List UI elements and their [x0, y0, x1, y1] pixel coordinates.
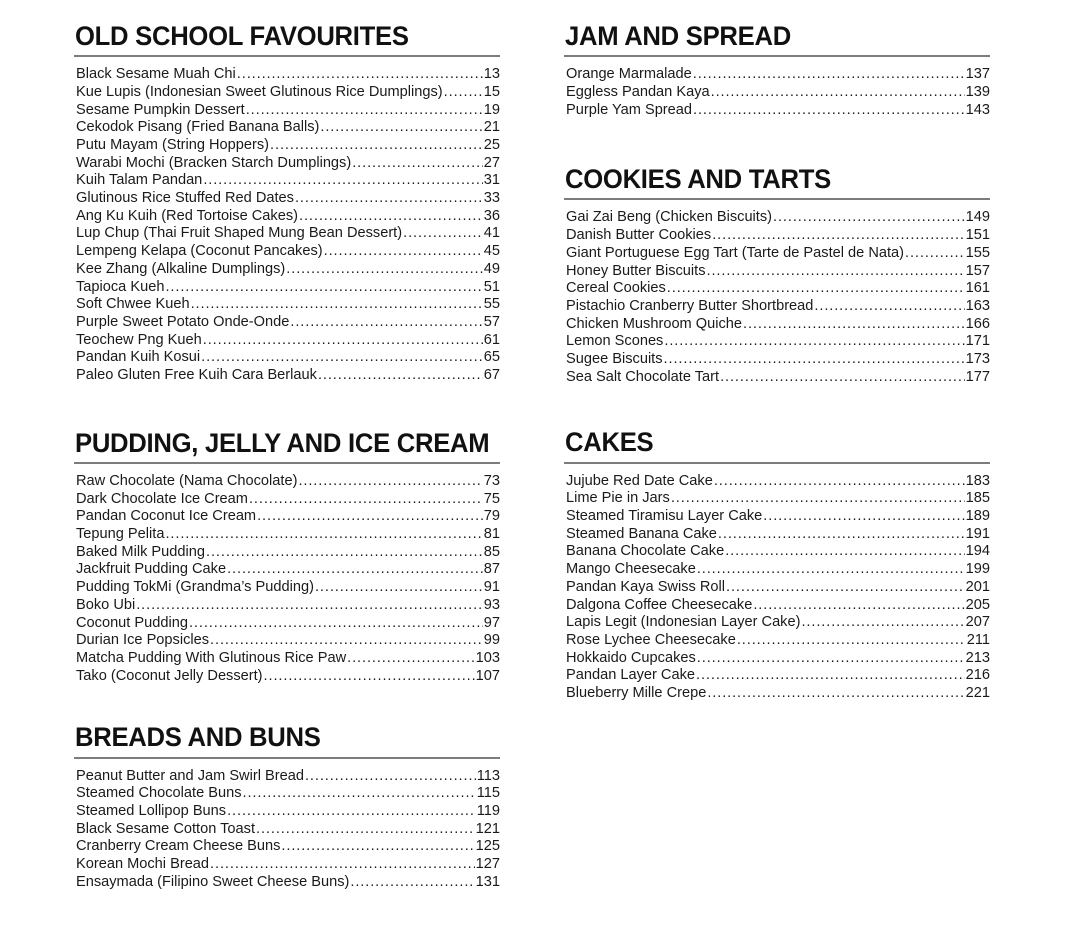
toc-entry-title: Lempeng Kelapa (Coconut Pancakes) — [76, 243, 323, 260]
toc-entry-page-number: 41 — [483, 225, 500, 242]
toc-entry[interactable] — [566, 543, 990, 561]
toc-entry[interactable] — [566, 579, 990, 597]
toc-entry[interactable] — [76, 668, 500, 686]
toc-leader-dots — [707, 263, 965, 278]
toc-entry[interactable] — [76, 856, 500, 874]
toc-leader-dots — [270, 137, 483, 152]
toc-section — [74, 723, 500, 891]
toc-entry-title: Tako (Coconut Jelly Dessert) — [76, 667, 263, 684]
toc-entry-page-number: 211 — [966, 631, 990, 648]
section-divider — [564, 462, 990, 464]
toc-entry-page-number: 207 — [965, 614, 990, 631]
toc-entry-title: Pistachio Cranberry Butter Shortbread — [566, 297, 814, 314]
toc-entry-page-number: 151 — [965, 227, 990, 244]
toc-entry-page-number: 113 — [476, 767, 500, 784]
toc-entry-title: Tapioca Kueh — [76, 278, 165, 295]
toc-entry-page-number: 25 — [483, 136, 500, 153]
toc-entry[interactable] — [76, 597, 500, 615]
toc-leader-dots — [352, 155, 483, 170]
toc-entry-page-number: 127 — [475, 856, 500, 873]
toc-entry-title: Banana Chocolate Cake — [566, 543, 725, 560]
toc-entry-page-number: 194 — [965, 543, 990, 560]
toc-entry-page-number: 107 — [475, 667, 500, 684]
toc-entry[interactable] — [76, 332, 500, 350]
toc-entry-page-number: 55 — [483, 296, 500, 313]
toc-list — [564, 209, 990, 386]
toc-entry-page-number: 79 — [483, 508, 500, 525]
toc-entry-page-number: 173 — [965, 351, 990, 368]
toc-entry[interactable] — [566, 245, 990, 263]
toc-entry-title: Pandan Layer Cake — [566, 667, 695, 684]
toc-leader-dots — [711, 84, 965, 99]
toc-entry[interactable] — [566, 351, 990, 369]
toc-entry[interactable] — [76, 190, 500, 208]
toc-entry-page-number: 189 — [965, 508, 990, 525]
toc-entry-page-number: 65 — [483, 349, 500, 366]
toc-entry-page-number: 73 — [483, 472, 500, 489]
toc-entry-title: Coconut Pudding — [76, 614, 188, 631]
toc-entry-page-number: 166 — [965, 315, 990, 332]
toc-entry-title: Purple Yam Spread — [566, 101, 693, 118]
toc-entry-page-number: 131 — [475, 873, 500, 890]
toc-entry[interactable] — [76, 544, 500, 562]
toc-entry[interactable] — [76, 172, 500, 190]
toc-leader-dots — [664, 351, 965, 366]
toc-entry-page-number: 61 — [483, 331, 500, 348]
toc-entry-title: Lapis Legit (Indonesian Layer Cake) — [566, 614, 801, 631]
section-heading: OLD SCHOOL FAVOURITES — [75, 21, 409, 51]
toc-entry-title: Boko Ubi — [76, 596, 136, 613]
toc-entry[interactable] — [76, 561, 500, 579]
toc-entry[interactable] — [566, 473, 990, 491]
toc-leader-dots — [697, 650, 965, 665]
toc-entry-page-number: 205 — [965, 596, 990, 613]
toc-entry-page-number: 85 — [483, 543, 500, 560]
toc-entry-page-number: 67 — [483, 367, 500, 384]
toc-leader-dots — [753, 597, 964, 612]
toc-section — [564, 165, 990, 386]
toc-entry-page-number: 13 — [483, 66, 500, 83]
toc-leader-dots — [696, 667, 965, 682]
toc-leader-dots — [720, 369, 965, 384]
toc-entry-title: Putu Mayam (String Hoppers) — [76, 136, 270, 153]
toc-entry-page-number: 177 — [965, 368, 990, 385]
toc-entry-title: Black Sesame Cotton Toast — [76, 820, 256, 837]
toc-entry-title: Raw Chocolate (Nama Chocolate) — [76, 472, 298, 489]
toc-entry[interactable] — [566, 561, 990, 579]
toc-entry-page-number: 143 — [965, 101, 990, 118]
toc-leader-dots — [324, 243, 483, 258]
toc-leader-dots — [718, 526, 965, 541]
toc-leader-dots — [189, 615, 483, 630]
toc-entry-title: Hokkaido Cupcakes — [566, 649, 696, 666]
toc-entry[interactable] — [76, 137, 500, 155]
toc-entry[interactable] — [76, 650, 500, 668]
toc-entry-title: Pandan Coconut Ice Cream — [76, 508, 257, 525]
toc-leader-dots — [693, 102, 965, 117]
toc-entry-page-number: 93 — [483, 596, 500, 613]
toc-entry[interactable] — [76, 102, 500, 120]
toc-entry-title: Blueberry Mille Crepe — [566, 685, 707, 702]
toc-entry[interactable] — [566, 650, 990, 668]
toc-entry-title: Korean Mochi Bread — [76, 856, 210, 873]
toc-entry-title: Paleo Gluten Free Kuih Cara Berlauk — [76, 367, 317, 384]
toc-entry[interactable] — [76, 803, 500, 821]
toc-leader-dots — [165, 279, 482, 294]
toc-entry-title: Gai Zai Beng (Chicken Biscuits) — [566, 209, 773, 226]
toc-entry-title: Steamed Chocolate Buns — [76, 785, 242, 802]
toc-entry-title: Orange Marmalade — [566, 66, 692, 83]
toc-entry[interactable] — [566, 508, 990, 526]
toc-leader-dots — [295, 190, 483, 205]
toc-leader-dots — [264, 668, 475, 683]
toc-section — [564, 428, 990, 702]
toc-list — [74, 473, 500, 685]
toc-leader-dots — [290, 314, 482, 329]
toc-entry-title: Giant Portuguese Egg Tart (Tarte de Pastel de Nata) — [566, 244, 905, 261]
section-heading: PUDDING, JELLY AND ICE CREAM — [75, 427, 490, 458]
toc-entry-title: Kuih Talam Pandan — [76, 172, 203, 189]
toc-entry[interactable] — [76, 84, 500, 102]
toc-leader-dots — [814, 298, 964, 313]
toc-entry-title: Ang Ku Kuih (Red Tortoise Cakes) — [76, 207, 298, 224]
toc-entry-title: Jujube Red Date Cake — [566, 472, 713, 489]
toc-leader-dots — [243, 785, 476, 800]
toc-entry-page-number: 27 — [483, 154, 500, 171]
toc-entry-title: Purple Sweet Potato Onde-Onde — [76, 314, 290, 330]
toc-entry-page-number: 45 — [483, 243, 500, 260]
toc-entry-page-number: 137 — [965, 66, 990, 83]
toc-entry-page-number: 119 — [476, 802, 500, 819]
toc-entry[interactable] — [566, 526, 990, 544]
toc-leader-dots — [801, 614, 964, 629]
toc-entry[interactable] — [76, 579, 500, 597]
toc-leader-dots — [201, 349, 483, 364]
left-column — [74, 22, 500, 951]
toc-entry[interactable] — [566, 614, 990, 632]
section-heading: COOKIES AND TARTS — [565, 164, 831, 195]
toc-leader-dots — [773, 209, 965, 224]
section-spacer — [74, 387, 500, 429]
toc-entry-page-number: 115 — [476, 785, 500, 802]
toc-entry-title: Jackfruit Pudding Cake — [76, 561, 227, 578]
toc-entry-page-number: 183 — [965, 472, 990, 489]
toc-entry[interactable] — [76, 615, 500, 633]
toc-section — [564, 22, 990, 119]
toc-entry-title: Chicken Mushroom Quiche — [566, 315, 743, 332]
toc-entry-page-number: 185 — [965, 490, 990, 507]
toc-entry[interactable] — [76, 349, 500, 367]
section-divider — [564, 55, 990, 57]
toc-entry-page-number: 157 — [965, 262, 990, 279]
toc-entry-title: Matcha Pudding With Glutinous Rice Paw — [76, 650, 347, 666]
toc-entry[interactable] — [76, 367, 500, 385]
toc-entry-page-number: 221 — [965, 685, 990, 702]
toc-leader-dots — [664, 333, 964, 348]
toc-leader-dots — [763, 508, 964, 523]
toc-leader-dots — [256, 821, 475, 836]
toc-entry-title: Cranberry Cream Cheese Buns — [76, 838, 281, 855]
toc-entry-page-number: 171 — [965, 333, 990, 350]
toc-entry-page-number: 121 — [475, 820, 500, 837]
toc-entry[interactable] — [566, 490, 990, 508]
toc-entry-page-number: 103 — [475, 650, 500, 666]
toc-entry[interactable] — [76, 66, 500, 84]
right-column — [564, 22, 990, 951]
toc-entry-title: Glutinous Rice Stuffed Red Dates — [76, 190, 294, 207]
toc-entry[interactable] — [566, 209, 990, 227]
toc-leader-dots — [286, 261, 482, 276]
toc-leader-dots — [350, 874, 474, 889]
toc-entry-page-number: 75 — [483, 490, 500, 507]
toc-entry-title: Honey Butter Biscuits — [566, 262, 706, 279]
section-heading: BREADS AND BUNS — [75, 722, 321, 753]
toc-section — [74, 429, 500, 686]
toc-list — [564, 66, 990, 119]
toc-entry[interactable] — [76, 208, 500, 226]
toc-entry-page-number: 161 — [965, 280, 990, 297]
toc-entry-page-number: 199 — [965, 561, 990, 578]
toc-entry[interactable] — [76, 279, 500, 297]
toc-entry-title: Dalgona Coffee Cheesecake — [566, 596, 753, 613]
toc-entry[interactable] — [76, 261, 500, 279]
toc-entry-page-number: 36 — [483, 207, 500, 224]
toc-leader-dots — [743, 316, 965, 331]
toc-entry-title: Danish Butter Cookies — [566, 227, 712, 244]
section-divider — [564, 198, 990, 200]
toc-entry-page-number: 97 — [483, 614, 500, 631]
toc-entry[interactable] — [566, 685, 990, 703]
toc-leader-dots — [203, 332, 483, 347]
toc-entry-title: Steamed Banana Cake — [566, 525, 717, 542]
toc-entry[interactable] — [76, 314, 500, 332]
toc-entry-title: Steamed Tiramisu Layer Cake — [566, 508, 763, 525]
toc-entry-title: Kee Zhang (Alkaline Dumplings) — [76, 260, 286, 277]
toc-entry-page-number: 155 — [965, 244, 990, 261]
toc-entry[interactable] — [76, 785, 500, 803]
toc-entry-title: Sesame Pumpkin Dessert — [76, 101, 245, 118]
toc-entry[interactable] — [566, 102, 990, 120]
toc-entry[interactable] — [76, 508, 500, 526]
section-divider — [74, 462, 500, 464]
toc-entry-page-number: 163 — [965, 297, 990, 314]
toc-entry-title: Baked Milk Pudding — [76, 543, 205, 560]
toc-entry-title: Pudding TokMi (Grandma’s Pudding) — [76, 579, 314, 596]
toc-leader-dots — [191, 296, 483, 311]
toc-leader-dots — [347, 650, 475, 665]
toc-entry-title: Tepung Pelita — [76, 526, 165, 543]
toc-section — [74, 22, 500, 385]
toc-leader-dots — [257, 508, 483, 523]
toc-entry-title: Black Sesame Muah Chi — [76, 66, 236, 83]
toc-leader-dots — [320, 119, 482, 134]
toc-entry-page-number: 33 — [483, 190, 500, 207]
toc-leader-dots — [249, 491, 483, 506]
toc-leader-dots — [210, 856, 475, 871]
toc-entry-page-number: 87 — [483, 561, 500, 578]
toc-entry[interactable] — [76, 874, 500, 892]
toc-entry[interactable] — [76, 225, 500, 243]
toc-entry-title: Teochew Png Kueh — [76, 331, 202, 348]
toc-entry-title: Kue Lupis (Indonesian Sweet Glutinous Rice Dumplings) — [76, 83, 443, 100]
section-divider — [74, 757, 500, 759]
toc-entry[interactable] — [76, 473, 500, 491]
toc-entry[interactable] — [76, 296, 500, 314]
toc-list — [564, 473, 990, 703]
toc-leader-dots — [206, 544, 483, 559]
toc-leader-dots — [707, 685, 964, 700]
toc-leader-dots — [444, 84, 483, 99]
toc-entry-title: Sugee Biscuits — [566, 351, 663, 368]
toc-list — [74, 66, 500, 385]
toc-entry[interactable] — [566, 369, 990, 387]
toc-entry[interactable] — [76, 526, 500, 544]
toc-entry-page-number: 19 — [483, 101, 500, 118]
toc-entry[interactable] — [566, 298, 990, 316]
toc-entry-page-number: 21 — [483, 119, 500, 136]
toc-entry-page-number: 51 — [483, 278, 500, 295]
toc-leader-dots — [281, 838, 474, 853]
toc-entry-page-number: 57 — [483, 314, 500, 330]
toc-entry-page-number: 91 — [483, 579, 500, 596]
toc-leader-dots — [712, 227, 964, 242]
toc-entry[interactable] — [566, 84, 990, 102]
toc-entry-title: Lup Chup (Thai Fruit Shaped Mung Bean Dessert) — [76, 225, 403, 242]
toc-leader-dots — [305, 768, 476, 783]
toc-entry[interactable] — [76, 821, 500, 839]
toc-leader-dots — [905, 245, 965, 260]
toc-leader-dots — [299, 208, 483, 223]
toc-entry-title: Mango Cheesecake — [566, 561, 696, 578]
toc-entry-page-number: 213 — [965, 649, 990, 666]
toc-entry[interactable] — [566, 280, 990, 298]
toc-leader-dots — [315, 579, 483, 594]
toc-leader-dots — [403, 225, 483, 240]
section-heading: JAM AND SPREAD — [565, 21, 791, 51]
toc-leader-dots — [165, 526, 482, 541]
toc-entry[interactable] — [76, 632, 500, 650]
toc-entry-page-number: 149 — [965, 209, 990, 226]
toc-entry[interactable] — [566, 597, 990, 615]
section-spacer — [564, 121, 990, 165]
toc-entry-title: Cekodok Pisang (Fried Banana Balls) — [76, 119, 320, 136]
toc-leader-dots — [237, 66, 483, 81]
toc-leader-dots — [136, 597, 483, 612]
section-heading: CAKES — [565, 427, 654, 458]
section-spacer — [74, 687, 500, 723]
toc-leader-dots — [318, 367, 483, 382]
toc-leader-dots — [671, 490, 965, 505]
toc-entry[interactable] — [76, 768, 500, 786]
section-spacer — [564, 388, 990, 428]
toc-entry[interactable] — [76, 491, 500, 509]
toc-entry[interactable] — [76, 838, 500, 856]
toc-entry-title: Lemon Scones — [566, 333, 664, 350]
toc-leader-dots — [203, 172, 482, 187]
toc-entry[interactable] — [566, 333, 990, 351]
toc-entry-title: Durian Ice Popsicles — [76, 632, 210, 649]
toc-entry-title: Pandan Kaya Swiss Roll — [566, 578, 725, 595]
toc-leader-dots — [667, 280, 965, 295]
toc-leader-dots — [725, 543, 964, 558]
toc-entry-title: Eggless Pandan Kaya — [566, 83, 710, 100]
toc-entry-page-number: 99 — [483, 632, 500, 649]
toc-entry-title: Sea Salt Chocolate Tart — [566, 368, 720, 385]
toc-leader-dots — [210, 632, 483, 647]
toc-entry[interactable] — [76, 243, 500, 261]
toc-leader-dots — [714, 473, 965, 488]
toc-entry-title: Cereal Cookies — [566, 280, 666, 297]
toc-entry-page-number: 125 — [475, 838, 500, 855]
toc-leader-dots — [737, 632, 966, 647]
toc-entry-title: Lime Pie in Jars — [566, 490, 670, 507]
section-divider — [74, 55, 500, 57]
toc-entry[interactable] — [566, 667, 990, 685]
toc-entry-page-number: 81 — [483, 526, 500, 543]
toc-entry-title: Soft Chwee Kueh — [76, 296, 190, 313]
toc-leader-dots — [697, 561, 965, 576]
toc-entry-page-number: 15 — [483, 83, 500, 100]
toc-entry-page-number: 201 — [965, 578, 990, 595]
toc-entry-page-number: 49 — [483, 260, 500, 277]
toc-entry-title: Rose Lychee Cheesecake — [566, 631, 736, 648]
toc-list — [74, 768, 500, 892]
toc-entry-title: Peanut Butter and Jam Swirl Bread — [76, 767, 304, 784]
toc-entry-title: Pandan Kuih Kosui — [76, 349, 201, 366]
toc-leader-dots — [227, 803, 476, 818]
toc-entry-title: Warabi Mochi (Bracken Starch Dumplings) — [76, 154, 352, 171]
toc-entry-title: Ensaymada (Filipino Sweet Cheese Buns) — [76, 873, 350, 890]
toc-entry[interactable] — [566, 227, 990, 245]
toc-leader-dots — [227, 561, 483, 576]
toc-entry-page-number: 139 — [965, 83, 990, 100]
toc-leader-dots — [246, 102, 483, 117]
toc-entry-title: Dark Chocolate Ice Cream — [76, 490, 248, 507]
toc-entry-title: Steamed Lollipop Buns — [76, 802, 227, 819]
toc-entry[interactable] — [566, 263, 990, 281]
toc-entry[interactable] — [566, 66, 990, 84]
toc-entry-page-number: 31 — [483, 172, 500, 189]
toc-entry[interactable] — [566, 316, 990, 334]
toc-entry[interactable] — [76, 119, 500, 137]
toc-leader-dots — [726, 579, 965, 594]
toc-entry[interactable] — [566, 632, 990, 650]
toc-leader-dots — [298, 473, 482, 488]
toc-entry-page-number: 191 — [965, 525, 990, 542]
toc-entry[interactable] — [76, 155, 500, 173]
toc-entry-page-number: 216 — [965, 667, 990, 684]
toc-leader-dots — [693, 66, 965, 81]
